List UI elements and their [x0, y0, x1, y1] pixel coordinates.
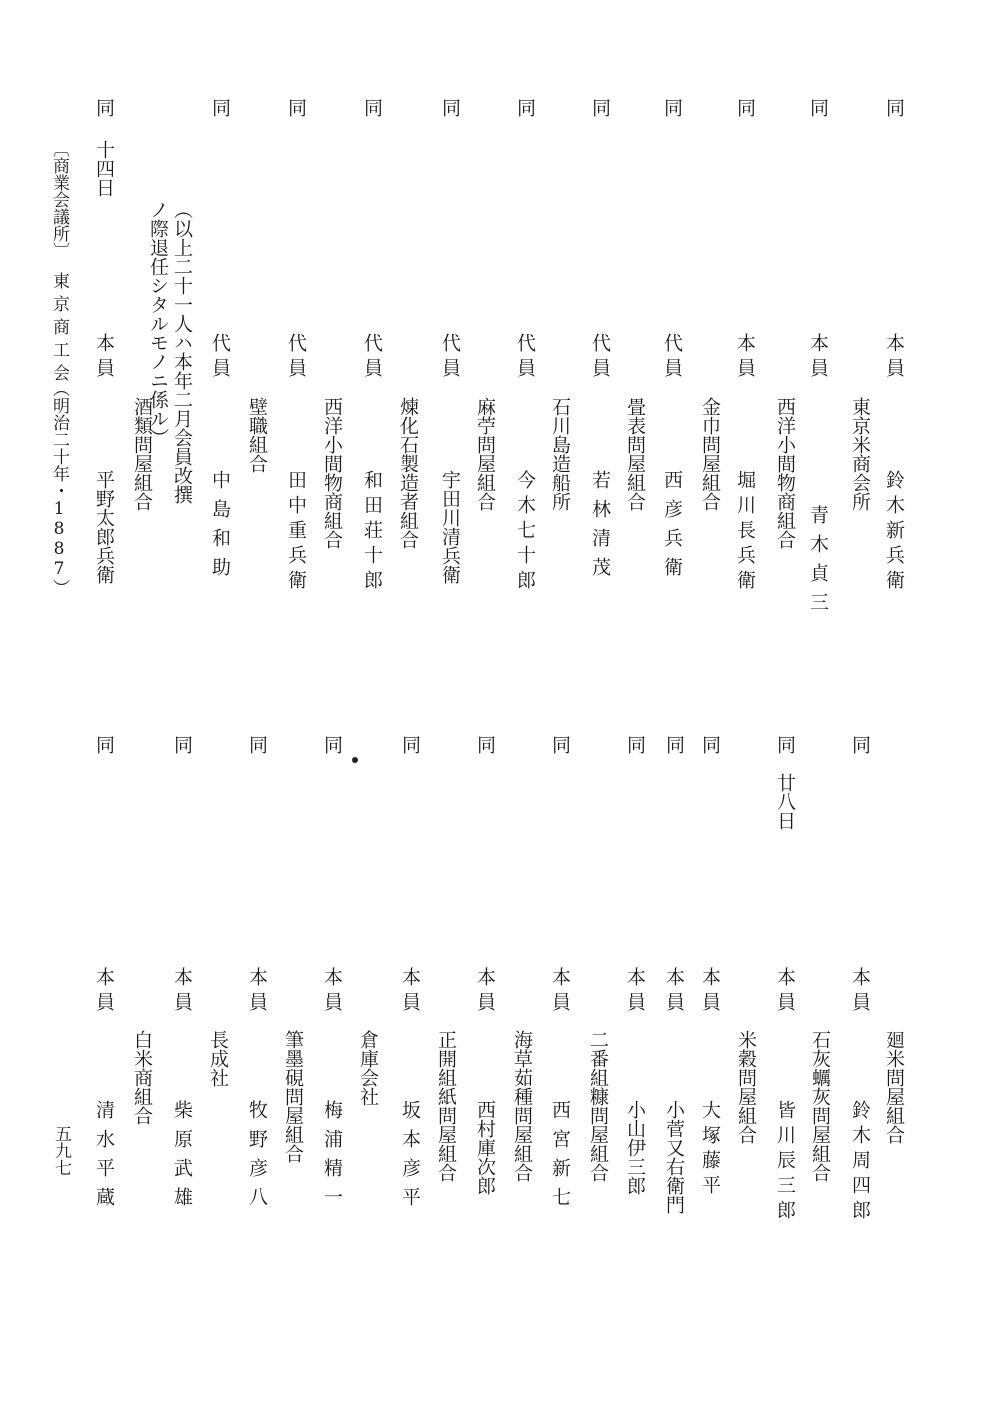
date-extra-cell: 廿八日	[774, 773, 796, 830]
org-cell: 西洋小間物商組合	[321, 397, 343, 549]
role-cell: 本員	[734, 333, 756, 383]
date-cell: 同	[514, 98, 536, 117]
org-cell: 倉庫会社	[357, 1030, 379, 1106]
org-cell: 廻米問屋組合	[883, 1030, 905, 1144]
name-cell: 堀川長兵衛	[734, 470, 756, 595]
role-cell: 本員	[849, 967, 871, 1017]
date-cell: 同	[361, 98, 383, 117]
org-cell: 長成社	[207, 1030, 229, 1087]
role-cell: 代員	[285, 333, 307, 383]
name-cell: 今木七十郎	[514, 470, 536, 595]
role-cell: 代員	[514, 333, 536, 383]
org-cell: 海草茹種問屋組合	[511, 1030, 533, 1182]
date-cell: 同	[734, 98, 756, 117]
date-cell: 同	[849, 735, 871, 754]
date-cell: 同	[663, 735, 685, 754]
role-cell: 本員	[399, 967, 421, 1017]
org-cell: 白米商組合	[131, 1030, 153, 1125]
date-cell: 同	[171, 735, 193, 754]
date-cell: 同	[439, 98, 461, 117]
org-cell: 壁職組合	[246, 397, 268, 473]
role-cell: 本員	[474, 967, 496, 1017]
name-cell: 小菅又右衛門	[663, 1100, 685, 1214]
retirement-note-line1: （以上二十一人ハ本年二月会員改撰	[171, 200, 193, 504]
name-cell: 清水平蔵	[93, 1100, 115, 1216]
role-cell: 本員	[171, 967, 193, 1017]
name-cell: 鈴木新兵衛	[883, 470, 905, 595]
name-cell: 青木貞三	[807, 505, 829, 621]
date-cell: 同	[807, 98, 829, 117]
date-cell: 同	[589, 98, 611, 117]
running-header-period: （明治二十年・1887）	[49, 380, 69, 596]
running-header-organization: 東京商工会	[49, 272, 69, 387]
name-cell: 宇田川清兵衛	[439, 470, 461, 584]
date-cell: 同	[246, 735, 268, 754]
date-cell: 同	[624, 735, 646, 754]
name-cell: 若林清茂	[589, 470, 611, 586]
date-cell: 同	[285, 98, 307, 117]
date-cell: 同	[699, 735, 721, 754]
role-cell: 本員	[93, 333, 115, 383]
role-cell: 本員	[624, 967, 646, 1017]
ink-dot	[352, 757, 358, 763]
running-header-section: 〔商業会議所〕	[49, 140, 69, 259]
org-cell: 米穀問屋組合	[735, 1030, 757, 1144]
date-extra-cell: 十四日	[93, 140, 115, 197]
role-cell: 本員	[807, 333, 829, 383]
role-cell: 本員	[549, 967, 571, 1017]
date-cell: 同	[661, 98, 683, 117]
name-cell: 西宮新七	[549, 1100, 571, 1216]
org-cell: 畳表問屋組合	[624, 397, 646, 511]
role-cell: 代員	[589, 333, 611, 383]
name-cell: 大塚藤平	[699, 1100, 721, 1200]
date-cell: 同	[774, 735, 796, 754]
date-cell: 同	[883, 98, 905, 117]
org-cell: 西洋小間物商組合	[774, 397, 796, 549]
date-cell: 同	[93, 735, 115, 754]
org-cell: 筆墨硯問屋組合	[282, 1030, 304, 1163]
name-cell: 西村庫次郎	[474, 1100, 496, 1195]
role-cell: 本員	[699, 967, 721, 1017]
name-cell: 梅浦精一	[321, 1100, 343, 1216]
page-number: 五九七	[51, 1125, 71, 1176]
date-cell: 同	[549, 735, 571, 754]
name-cell: 西彦兵衛	[661, 470, 683, 586]
name-cell: 小山伊三郎	[624, 1100, 646, 1195]
org-cell: 煉化石製造者組合	[397, 397, 419, 549]
name-cell: 田中重兵衛	[285, 470, 307, 595]
name-cell: 平野太郎兵衛	[93, 470, 115, 584]
org-cell: 二番組糠問屋組合	[587, 1030, 609, 1182]
org-cell: 東京米商会所	[849, 397, 871, 511]
role-cell: 本員	[663, 967, 685, 1017]
name-cell: 鈴木周四郎	[849, 1100, 871, 1225]
org-cell: 酒類問屋組合	[131, 397, 153, 511]
name-cell: 坂本彦平	[399, 1100, 421, 1216]
role-cell: 本員	[321, 967, 343, 1017]
name-cell: 皆川辰三郎	[774, 1100, 796, 1225]
date-cell: 同	[321, 735, 343, 754]
role-cell: 本員	[246, 967, 268, 1017]
role-cell: 代員	[661, 333, 683, 383]
org-cell: 金巾問屋組合	[699, 397, 721, 511]
date-cell: 同	[209, 98, 231, 117]
date-cell: 同	[474, 735, 496, 754]
role-cell: 代員	[439, 333, 461, 383]
role-cell: 本員	[93, 967, 115, 1017]
name-cell: 和田荘十郎	[361, 470, 383, 595]
org-cell: 石灰蠣灰問屋組合	[809, 1030, 831, 1182]
role-cell: 代員	[209, 333, 231, 383]
org-cell: 石川島造船所	[549, 397, 571, 511]
date-cell: 同	[399, 735, 421, 754]
date-cell: 同	[93, 98, 115, 117]
org-cell: 正開組紙問屋組合	[435, 1030, 457, 1182]
retirement-note-line2: ノ際退任シタルモノニ係ル）	[147, 200, 169, 447]
name-cell: 柴原武雄	[171, 1100, 193, 1216]
org-cell: 麻苧問屋組合	[474, 397, 496, 511]
role-cell: 代員	[361, 333, 383, 383]
role-cell: 本員	[883, 333, 905, 383]
role-cell: 本員	[774, 967, 796, 1017]
name-cell: 中島和助	[209, 470, 231, 586]
name-cell: 牧野彦八	[246, 1100, 268, 1216]
